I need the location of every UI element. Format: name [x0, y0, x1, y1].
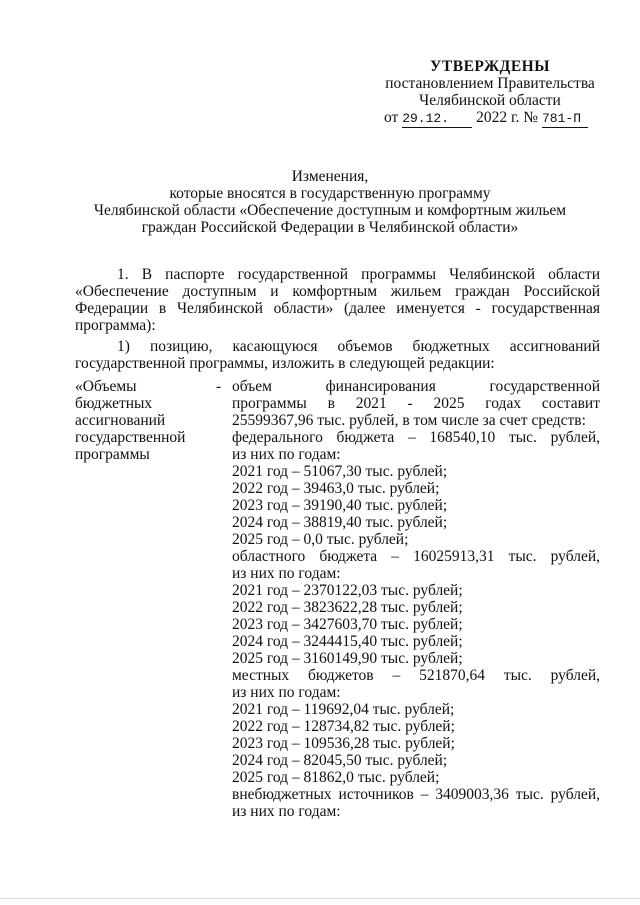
table-right-line: 25599367,96 тыс. рублей, в том числе за счет средств: — [232, 412, 586, 429]
paragraph-1-line-1: 1. В паспорте государственной программы Челябинской области — [117, 266, 600, 283]
table-right-line: из них по годам: — [232, 803, 341, 820]
date-value: 29.12. — [402, 110, 472, 128]
approval-date-line — [384, 109, 600, 128]
approval-title: УТВЕРЖДЕНЫ — [430, 58, 550, 75]
decree-number: 781-П — [542, 110, 588, 128]
paragraph-2-line-1: 1) позицию, касающуюся объемов бюджетных ассигнований — [117, 338, 600, 355]
table-right-line: 2023 год – 109536,28 тыс. рублей; — [232, 735, 455, 752]
table-right-line: местных бюджетов – 521870,64 тыс. рублей, — [232, 667, 600, 684]
paragraph-1-line-3: Федерации в Челябинской области» (далее именуется - государственная — [75, 300, 600, 317]
paragraph-2 — [75, 338, 600, 372]
left-cell-line: ассигнований — [75, 412, 166, 429]
date-prefix: от — [384, 109, 399, 126]
table-right-line: 2022 год – 128734,82 тыс. рублей; — [232, 718, 455, 735]
left-cell-line: бюджетных — [75, 395, 153, 412]
table-right-line: 2024 год – 3244415,40 тыс. рублей; — [232, 633, 463, 650]
table-left-column — [75, 378, 215, 463]
table-right-line: 2023 год – 3427603,70 тыс. рублей; — [232, 616, 463, 633]
heading-line-4: граждан Российской Федерации в Челябинской области» — [141, 219, 519, 236]
document-heading — [60, 168, 600, 236]
heading-line-3: Челябинской области «Обеспечение доступным и комфортным жильем — [93, 202, 567, 219]
table-right-line: 2021 год – 119692,04 тыс. рублей; — [232, 701, 455, 718]
page-bottom-edge — [0, 898, 640, 899]
table-right-line: из них по годам: — [232, 446, 341, 463]
table-right-line: 2024 год – 82045,50 тыс. рублей; — [232, 752, 448, 769]
paragraph-1 — [75, 266, 600, 334]
table-right-line: из них по годам: — [232, 684, 341, 701]
table-right-line: из них по годам: — [232, 565, 341, 582]
table-right-line: объем финансирования государственной — [232, 378, 600, 395]
heading-line-2: которые вносятся в государственную программу — [169, 185, 491, 202]
approval-stamp — [380, 58, 600, 128]
table-right-line: 2022 год – 3823622,28 тыс. рублей; — [232, 599, 463, 616]
paragraph-1-line-2: «Обеспечение доступным и комфортным жильем граждан Российской — [75, 283, 600, 300]
table-right-line: 2022 год – 39463,0 тыс. рублей; — [232, 480, 440, 497]
table-right-line: 2023 год – 39190,40 тыс. рублей; — [232, 497, 448, 514]
table-right-line: 2021 год – 2370122,03 тыс. рублей; — [232, 582, 463, 599]
table-right-column — [232, 378, 600, 820]
paragraph-1-line-4: программа): — [75, 317, 156, 334]
table-right-line: 2024 год – 38819,40 тыс. рублей; — [232, 514, 448, 531]
table-right-line: областного бюджета – 16025913,31 тыс. рублей, — [232, 548, 600, 565]
approval-line-2: Челябинской области — [419, 92, 561, 109]
table-right-line: внебюджетных источников – 3409003,36 тыс. рублей, — [232, 786, 600, 803]
table-right-line: 2025 год – 81862,0 тыс. рублей; — [232, 769, 440, 786]
table-right-line: программы в 2021 - 2025 годах составит — [232, 395, 600, 412]
table-dash: - — [216, 378, 222, 395]
heading-line-1: Изменения, — [291, 168, 369, 185]
table-right-line: федерального бюджета – 168540,10 тыс. рублей, — [232, 429, 600, 446]
table-right-line: 2021 год – 51067,30 тыс. рублей; — [232, 463, 448, 480]
left-cell-line: «Объемы — [75, 378, 137, 395]
table-right-line: 2025 год – 3160149,90 тыс. рублей; — [232, 650, 463, 667]
left-cell-line: программы — [75, 446, 150, 463]
paragraph-2-line-2: государственной программы, изложить в следующей редакции: — [75, 355, 495, 372]
left-cell-line: государственной — [75, 429, 186, 446]
approval-line-1: постановлением Правительства — [385, 75, 595, 92]
year-number-label: 2022 г. № — [476, 109, 539, 126]
table-right-line: 2025 год – 0,0 тыс. рублей; — [232, 531, 409, 548]
